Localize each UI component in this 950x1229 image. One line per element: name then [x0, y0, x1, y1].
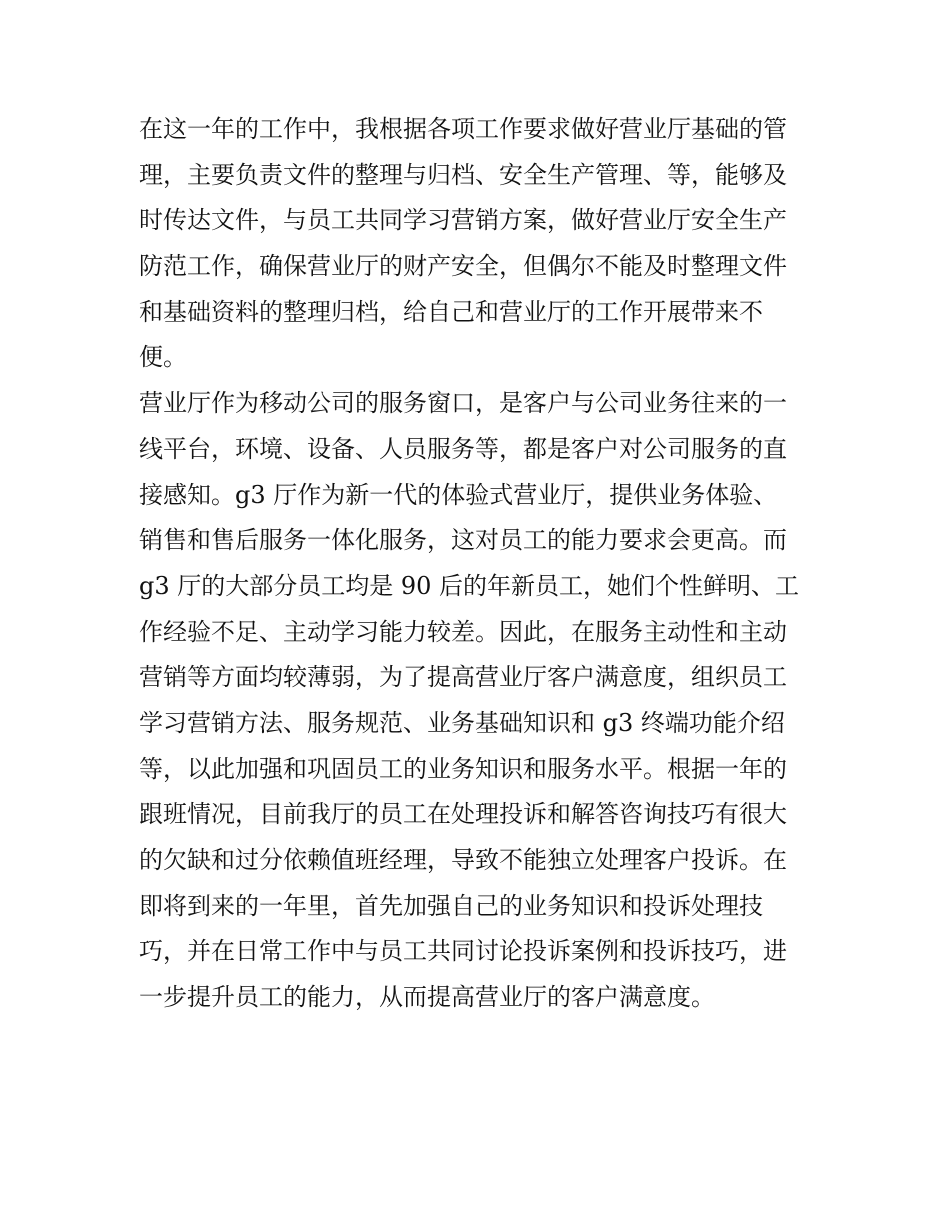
text-line-17: 的欠缺和过分依赖值班经理，导致不能独立处理客户投诉。在	[139, 846, 787, 874]
text-line-4: 防范工作，确保营业厅的财产安全，但偶尔不能及时整理文件	[139, 252, 787, 281]
text-line-8: 线平台，环境、设备、人员服务等，都是客户对公司服务的直	[139, 434, 787, 463]
text-line-9: 接感知。g3 厅作为新一代的体验式营业厅，提供业务体验、	[139, 480, 778, 509]
text-line-15: 等，以此加强和巩固员工的业务知识和服务水平。根据一年的	[139, 754, 787, 783]
text-line-12: 作经验不足、主动学习能力较差。因此，在服务主动性和主动	[139, 617, 787, 646]
text-line-14: 学习营销方法、服务规范、业务基础知识和 g3 终端功能介绍	[139, 708, 785, 737]
text-line-10: 销售和售后服务一体化服务，这对员工的能力要求会更高。而	[139, 526, 787, 555]
document-body	[139, 107, 819, 1021]
text-line-11: g3 厅的大部分员工均是 90 后的年新员工，她们个性鲜明、工	[139, 571, 800, 600]
text-line-19: 巧，并在日常工作中与员工共同讨论投诉案例和投诉技巧，进	[139, 937, 787, 966]
text-line-16: 跟班情况，目前我厅的员工在处理投诉和解答咨询技巧有很大	[139, 800, 787, 829]
text-line-20: 一步提升员工的能力，从而提高营业厅的客户满意度。	[139, 983, 715, 1012]
text-line-13: 营销等方面均较薄弱，为了提高营业厅客户满意度，组织员工	[139, 663, 787, 692]
text-line-7: 营业厅作为移动公司的服务窗口，是客户与公司业务往来的一	[139, 389, 787, 418]
text-line-3: 时传达文件，与员工共同学习营销方案，做好营业厅安全生产	[139, 206, 787, 235]
text-line-5: 和基础资料的整理归档，给自己和营业厅的工作开展带来不	[139, 297, 763, 326]
text-line-18: 即将到来的一年里，首先加强自己的业务知识和投诉处理技	[139, 891, 763, 920]
text-line-6: 便。	[139, 343, 187, 372]
text-line-2: 理，主要负责文件的整理与归档、安全生产管理、等，能够及	[139, 160, 787, 189]
text-line-1: 在这一年的工作中，我根据各项工作要求做好营业厅基础的管	[139, 115, 787, 143]
